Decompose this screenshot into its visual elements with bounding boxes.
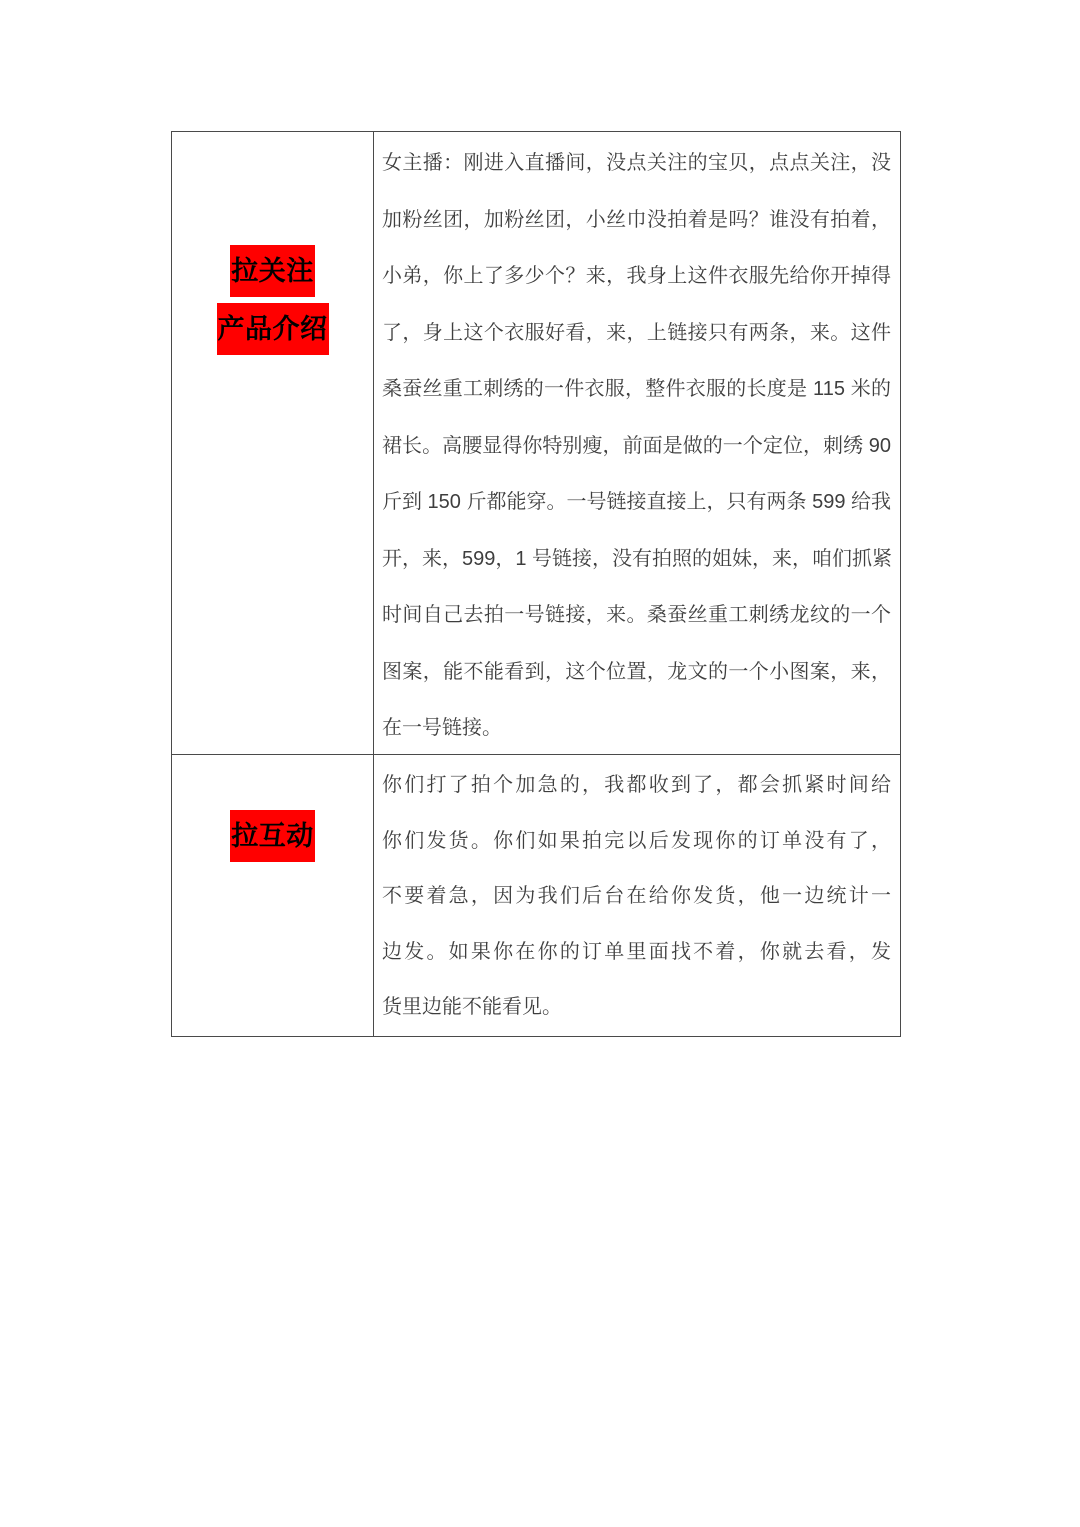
transcript-line: 女主播：刚进入直播间，没点关注的宝贝，点点关注，没 [382, 152, 891, 174]
transcript-cell-row1 [374, 132, 900, 755]
section-label-highlight: 产品介绍 [217, 303, 329, 355]
script-table [171, 131, 901, 1037]
transcript-line: 不要着急，因为我们后台在给你发货，他一边统计一 [382, 885, 891, 908]
transcript-line: 你们发货。你们如果拍完以后发现你的订单没有了， [382, 829, 891, 852]
transcript-cell-row2 [374, 755, 900, 1036]
transcript-line: 小弟，你上了多少个？来，我身上这件衣服先给你开掉得 [382, 265, 891, 287]
transcript-line: 斤到 150 斤都能穿。一号链接直接上，只有两条 599 给我 [382, 491, 891, 513]
label-line [172, 810, 373, 868]
transcript-line: 开，来，599，1 号链接，没有拍照的姐妹，来，咱们抓紧 [382, 547, 893, 570]
label-line [172, 303, 373, 361]
section-label-cell-row1 [172, 132, 374, 755]
transcript-line: 了，身上这个衣服好看，来，上链接只有两条，来。这件 [382, 321, 891, 344]
transcript-line: 图案，能不能看到，这个位置，龙文的一个小图案，来， [382, 660, 891, 683]
section-label-highlight: 拉关注 [230, 245, 315, 297]
transcript-line: 你们打了拍个加急的，我都收到了，都会抓紧时间给 [382, 774, 891, 796]
transcript-line: 加粉丝团，加粉丝团，小丝巾没拍着是吗？谁没有拍着， [382, 208, 891, 231]
transcript-line: 在一号链接。 [382, 717, 502, 739]
transcript-line: 货里边能不能看见。 [382, 996, 562, 1019]
label-line [172, 245, 373, 303]
transcript-line: 时间自己去拍一号链接，来。桑蚕丝重工刺绣龙纹的一个 [382, 604, 891, 626]
section-label-highlight: 拉互动 [230, 810, 315, 862]
transcript-line: 裙长。高腰显得你特别瘦，前面是做的一个定位，刺绣 90 [382, 434, 891, 457]
section-label-cell-row2 [172, 755, 374, 1036]
transcript-line: 桑蚕丝重工刺绣的一件衣服，整件衣服的长度是 115 米的 [382, 378, 891, 400]
transcript-line: 边发。如果你在你的订单里面找不着，你就去看，发 [382, 940, 891, 963]
